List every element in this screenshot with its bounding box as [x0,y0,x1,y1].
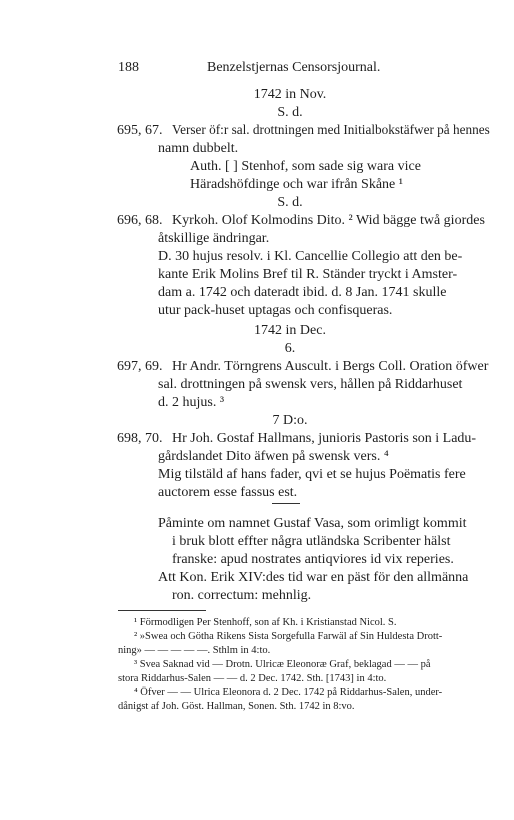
entry-line: gårdslandet Dito äfwen på swensk vers. ⁴ [158,449,389,464]
entry-line: D. 30 hujus resolv. i Kl. Cancellie Collegio att den be- [158,249,463,264]
note-line: franske: apud nostrates antiqviores id vix reperies. [172,552,454,567]
section-number: 6. [284,341,296,356]
entry-line: kante Erik Molins Bref til R. Ständer tryckt i Amster- [158,267,458,282]
entry-number: 695, 67. [117,123,163,138]
note-line: ron. correctum: mehnlig. [172,588,312,603]
entry-number: 696, 68. [117,213,163,228]
entry-line: Kyrkoh. Olof Kolmodins Dito. ² Wid bägge twå giordes [172,213,485,228]
entry-line: namn dubbelt. [158,141,239,156]
entry-number: 697, 69. [117,359,163,374]
section-date: 7 D:o. [272,413,308,428]
running-title: Benzelstjernas Censorsjournal. [207,60,381,75]
entry-line: Mig tilstäld af hans fader, qvi et se hujus Poëmatis fere [158,467,466,482]
section-divider [272,503,300,504]
section-date-dec: 1742 in Dec. [254,323,326,338]
entry-line: d. 2 hujus. ³ [158,395,225,410]
note-line: Att Kon. Erik XIV:des tid war en päst för den allmänna [158,570,469,585]
entry-line: Hr Joh. Gostaf Hallmans, junioris Pastoris son i Ladu- [172,431,477,446]
section-sd: S. d. [277,105,303,120]
footnote: ning» — — — — —. Sthlm in 4:to. [118,645,271,656]
footnote-rule [118,610,206,611]
note-line: Påminte om namnet Gustaf Vasa, som orimligt kommit [158,516,467,531]
footnote: dånigst af Joh. Göst. Hallman, Sonen. Sth. 1742 in 8:vo. [118,701,355,712]
entry-line: Häradshöfdinge och war ifrån Skåne ¹ [190,177,403,192]
footnote: ² »Swea och Götha Rikens Sista Sorgefulla Farwäl af Sin Huldesta Drott- [134,631,443,642]
page-number: 188 [118,60,139,75]
footnote: ¹ Förmodligen Per Stenhoff, son af Kh. i Kristianstad Nicol. S. [134,617,397,628]
entry-line: sal. drottningen på swensk vers, hållen på Riddarhuset [158,377,463,392]
entry-line: Auth. [ ] Stenhof, som sade sig wara vice [190,159,421,174]
entry-number: 698, 70. [117,431,163,446]
entry-line: utur pack-huset uptagas och confisqueras. [158,303,393,318]
entry-line: dam a. 1742 och dateradt ibid. d. 8 Jan. 1741 skulle [158,285,447,300]
entry-line: Hr Andr. Törngrens Auscult. i Bergs Coll. Oration öfwer [172,359,489,374]
section-date-nov: 1742 in Nov. [253,87,327,102]
note-line: i bruk blott effter några utländska Scribenter hälst [172,534,451,549]
entry-line: auctorem esse fassus est. [158,485,298,500]
section-sd: S. d. [277,195,303,210]
footnote: stora Riddarhus-Salen — — d. 2 Dec. 1742. Sth. [1743] in 4:to. [118,673,387,684]
entry-line: Verser öf:r sal. drottningen med Initialbokstäfwer på hennes [172,123,490,138]
footnote: ⁴ Öfver — — Ulrica Eleonora d. 2 Dec. 1742 på Riddarhus-Salen, under- [134,687,443,698]
entry-line: åtskillige ändringar. [158,231,270,246]
footnote: ³ Svea Saknad vid — Drotn. Ulricæ Eleonoræ Graf, beklagad — — på [134,659,431,670]
